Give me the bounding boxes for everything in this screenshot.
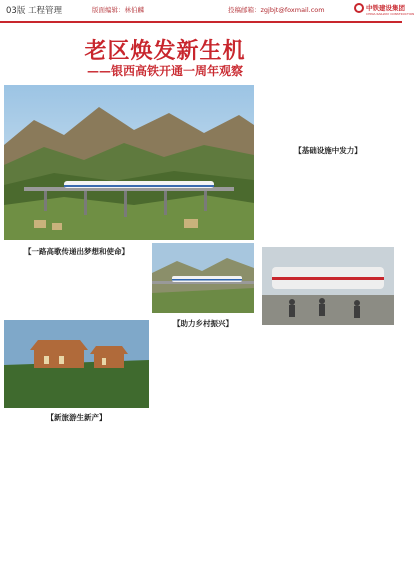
section-title-rural-revitalization: 【助力乡村振兴】 [173, 319, 233, 328]
article-column-a-top [4, 258, 149, 318]
photo-ancient-city [4, 320, 149, 408]
article-column-a-bottom [4, 424, 149, 558]
header-rule [0, 21, 402, 23]
article-column-b-mid [152, 330, 254, 415]
page-header [0, 0, 414, 22]
submission-email: 投稿邮箱：zgjbjt@foxmail.com [228, 6, 325, 14]
editor-credit: 版面编辑：林伯麟 [92, 6, 144, 14]
section-title-dream-mission: 【一路高歌传递出梦想和使命】 [24, 247, 129, 256]
logo-subtext: CHINA RAILWAY CONSTRUCTION [366, 12, 414, 16]
photo-train-mountains [4, 85, 254, 240]
section-title-infrastructure: 【基础设施中发力】 [294, 146, 362, 155]
subheadline: ——银西高铁开通一周年观察 [86, 64, 243, 78]
page-number: 03版 工程管理 [6, 6, 63, 16]
photo-station-people [262, 247, 394, 325]
article-column-b-bottom [152, 420, 254, 558]
article-column-right-bottom [262, 330, 394, 360]
article-column-b-top [152, 247, 254, 267]
logo-emblem-icon [354, 3, 364, 13]
logo-text: 中铁建设集团 [366, 4, 405, 12]
newspaper-logo [354, 2, 414, 20]
section-title-new-tourism: 【新旅游生新产】 [46, 413, 107, 422]
article-column-right-bottom-2 [262, 365, 394, 558]
article-column-right-mid [262, 158, 394, 238]
article-column-right-top [262, 100, 394, 140]
headline: 老区焕发新生机 [84, 38, 246, 64]
